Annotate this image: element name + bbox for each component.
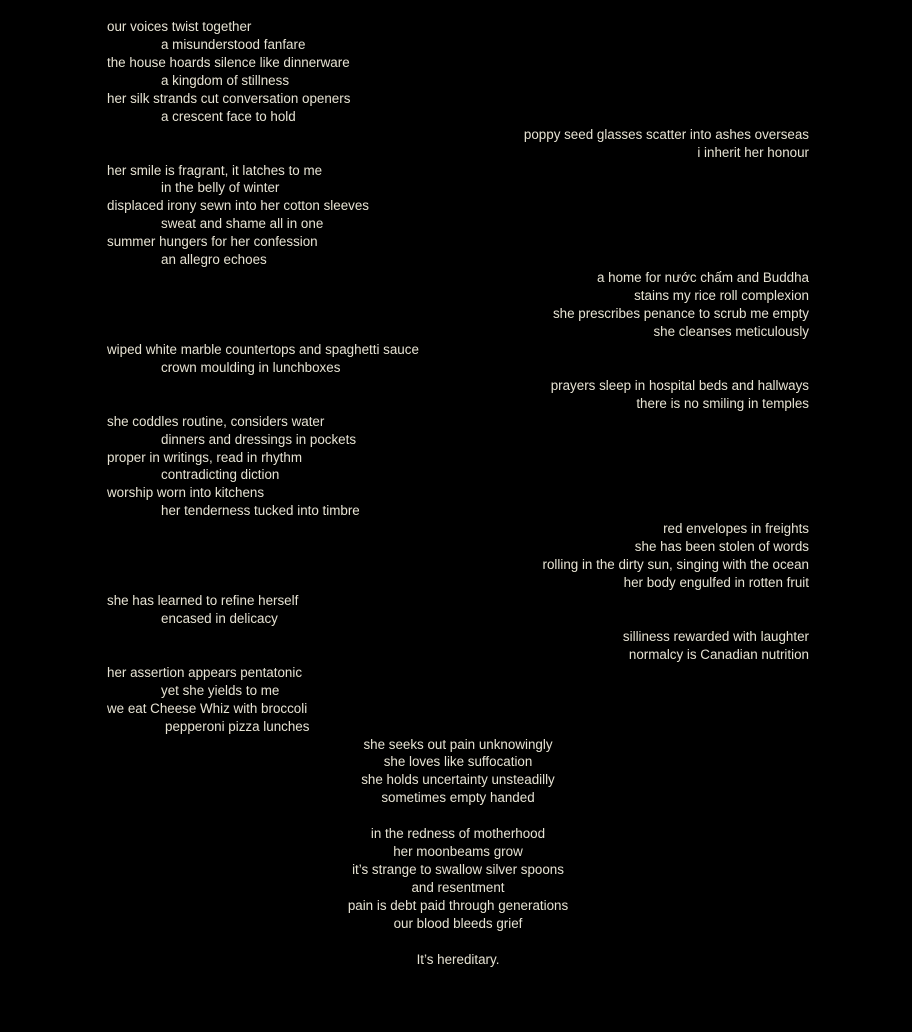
poem-line: displaced irony sewn into her cotton sleeves — [107, 198, 370, 214]
poem-line: proper in writings, read in rhythm — [107, 449, 302, 465]
poem-line: encased in delicacy — [161, 610, 278, 626]
stanza-gap — [107, 807, 809, 825]
poem-line: the house hoards silence like dinnerware — [107, 54, 350, 70]
poem-line: it’s strange to swallow silver spoons — [352, 862, 564, 878]
poem-line: she has learned to refine herself — [107, 593, 299, 608]
poem-line: crown moulding in lunchboxes — [161, 359, 341, 375]
poem-line: she cleanses meticulously — [653, 323, 809, 339]
poem-line: in the redness of motherhood — [370, 826, 546, 842]
poem-line: an allegro echoes — [161, 252, 267, 268]
poem-line: her moonbeams grow — [393, 844, 523, 860]
poem-line: her assertion appears pentatonic — [107, 664, 303, 680]
stanza-gap — [107, 933, 809, 951]
poem-line: our blood bleeds grief — [393, 915, 523, 931]
poem-line: her silk strands cut conversation openers — [107, 90, 351, 106]
poem-line: prayers sleep in hospital beds and hallways — [550, 377, 809, 393]
poem-line: normalcy is Canadian nutrition — [628, 646, 809, 662]
poem-line: her tenderness tucked into timbre — [161, 503, 360, 519]
poem-line: a kingdom of stillness — [161, 72, 290, 88]
poem-line: red envelopes in freights — [663, 521, 809, 537]
poem-line: stains my rice roll complexion — [634, 288, 809, 304]
poem-line: It’s hereditary. — [416, 951, 500, 967]
poem-line: she loves like suffocation — [383, 754, 533, 770]
poem-line: a home for nước chấm and Buddha — [596, 270, 809, 286]
poem-line: in the belly of winter — [161, 180, 280, 196]
poem-line: a crescent face to hold — [161, 108, 296, 124]
poem-line: worship worn into kitchens — [107, 485, 265, 501]
poem-line: she holds uncertainty unsteadilly — [361, 772, 555, 788]
poem-line: poppy seed glasses scatter into ashes overseas — [523, 126, 809, 142]
poem-line: she seeks out pain unknowingly — [363, 736, 553, 752]
poem-line: i inherit her honour — [697, 144, 809, 160]
poem-line: yet she yields to me — [161, 682, 280, 698]
poem-line: she coddles routine, considers water — [107, 413, 325, 429]
poem-line: and resentment — [411, 880, 505, 895]
poem-line: pain is debt paid through generations — [347, 897, 569, 913]
poem-line: a misunderstood fanfare — [161, 36, 306, 52]
poem-line: summer hungers for her confession — [107, 234, 318, 250]
poem-line: silliness rewarded with laughter — [622, 628, 809, 644]
poem-line: pepperoni pizza lunches — [165, 718, 310, 734]
poem-line: there is no smiling in temples — [636, 395, 809, 411]
poem-line: she has been stolen of words — [634, 539, 809, 555]
poem-line: rolling in the dirty sun, singing with the ocean — [542, 557, 809, 573]
poem-line: wiped white marble countertops and spaghetti sauce — [107, 341, 419, 357]
poem-line: our voices twist together — [107, 19, 252, 34]
poem-line: we eat Cheese Whiz with broccoli — [107, 700, 308, 716]
poem-line: sometimes empty handed — [381, 790, 535, 806]
poem-line: she prescribes penance to scrub me empty — [552, 306, 809, 321]
poem-line: her body engulfed in rotten fruit — [623, 575, 809, 591]
poem-line: dinners and dressings in pockets — [161, 431, 357, 447]
poem-line: sweat and shame all in one — [161, 216, 324, 232]
poem — [107, 18, 809, 969]
poem-line: her smile is fragrant, it latches to me — [107, 162, 323, 178]
poem-line: contradicting diction — [161, 467, 280, 483]
